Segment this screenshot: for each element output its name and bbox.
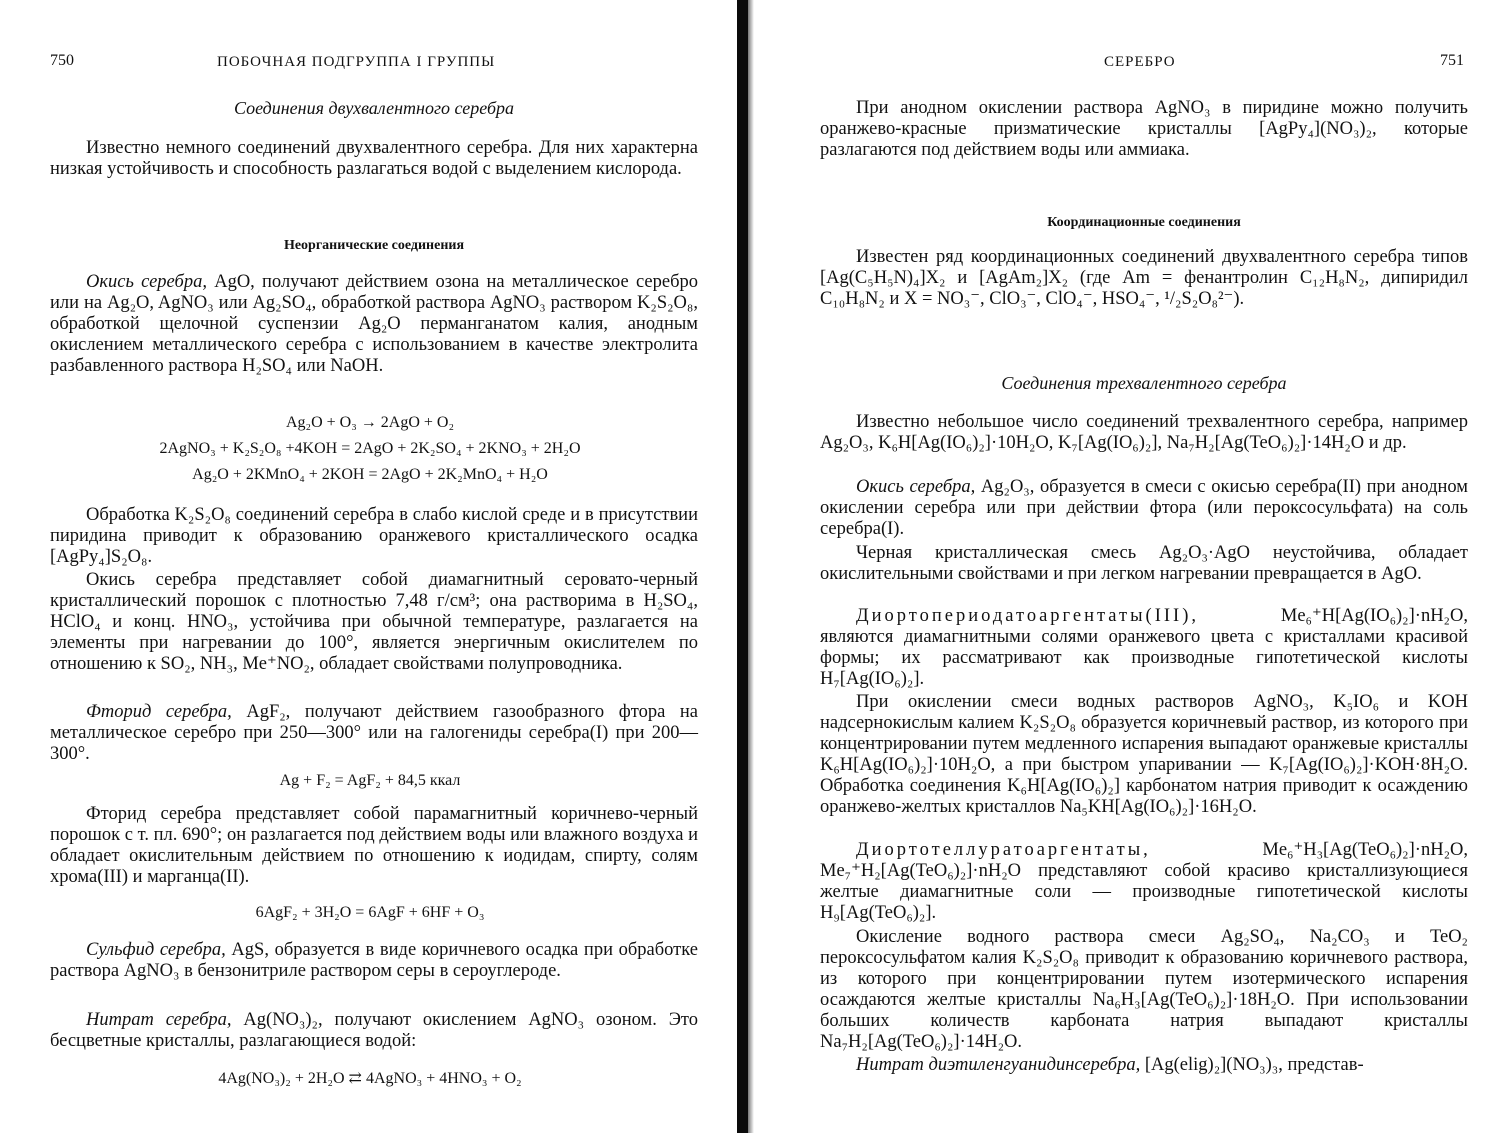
page-number-left: 750 (50, 52, 74, 69)
left-page (0, 0, 735, 1133)
paragraph-pyridine: При анодном окислении раствора AgNO₃ в пиридине можно получить оранжево-красные призматические кристаллы [AgPy₄](NO₃)₂, которые разлагаются под действием воды или аммиака. (820, 98, 1468, 160)
term-elig-nitrate: Нитрат диэтиленгуанидинсеребра, (856, 1055, 1141, 1075)
paragraph-ago-text: AgO, получают действием озона на металлическое серебро или на Ag₂O, AgNO₃ или Ag₂SO₄, обработкой раствора AgNO₃ раствором K₂S₂O₈, обработкой щелочной суспензии Ag₂O перманганатом калия, анодным окислением металлического серебра с использованием в качестве электролита разбавленного раствора H₂SO₄ или NaOH. (50, 272, 698, 376)
gutter-shadow (748, 0, 754, 1133)
equation-6: 4Ag(NO₃)₂ + 2H₂O ⇄ 4AgNO₃ + 4HNO₃ + O₂ (218, 1070, 522, 1087)
paragraph-coordination: Известен ряд координационных соединений двухвалентного серебра типов [Ag(C₅H₅N)₄]X₂ и [AgAm₂]X₂ (где Am = фенантролин C₁₂H₈N₂, дипиридил C₁₀H₈N₂ и X = NO₃⁻, ClO₃⁻, ClO₄⁻, HSO₄⁻, ¹/₂S₂O₈²⁻). (820, 247, 1468, 309)
page-number-right: 751 (1440, 52, 1464, 69)
intro-paragraph: Известно немного соединений двухвалентного серебра. Для них характерна низкая устойчивость и способность разлагаться водой с выделением кислорода. (50, 138, 698, 179)
term-agf2: Фторид серебра, (86, 702, 232, 722)
paragraph-ags (50, 940, 698, 982)
paragraph-ags-text: AgS, образуется в виде коричневого осадка при обработке раствора AgNO₃ в бензонитриле раствором серы в сероуглероде. (50, 940, 698, 981)
paragraph-ago-properties: Окись серебра представляет собой диамагнитный серовато-черный кристаллический порошок с плотностью 7,48 г/см³; она растворима в H₂SO₄, HClO₄ и конц. HNO₃, устойчива при обычной температуре, разлагается на элементы при нагревании до 100°, является энергичным окислителем по отношению к SO₂, NH₃, Me⁺NO₂, обладает свойствами полупроводника. (50, 570, 698, 674)
running-head-right: СЕРЕБРО (1104, 54, 1176, 70)
subhead-coordination: Координационные соединения (1047, 215, 1241, 230)
paragraph-tellurato-text: Me₆⁺H₃[Ag(TeO₆)₂]·nH₂O, Me₇⁺H₂[Ag(TeO₆)₂]·nH₂O представляют собой красиво кристаллизующиеся желтые диамагнитные соли — производные гипотетической кислоты H₉[Ag(TeO₆)₂]. (820, 840, 1468, 923)
subhead-inorganic: Неорганические соединения (283, 238, 465, 253)
term-periodato: Диортопериодатоаргентаты(III), (856, 606, 1199, 626)
equation-1: Ag₂O + O₃ → 2AgO + O₂ (285, 414, 455, 431)
paragraph-agf2-text: AgF₂, получают действием газообразного фтора на металлическое серебро при 250—300° или на галогениды серебра(I) при 200—300°. (50, 702, 698, 764)
paragraph-agf2 (50, 702, 698, 765)
equation-5: 6AgF₂ + 3H₂O = 6AgF + 6HF + O₃ (255, 904, 485, 921)
paragraph-black-mixture: Черная кристаллическая смесь Ag₂O₃·AgO неустойчива, обладает окислительными свойствами и при легком нагревании превращается в AgO. (820, 543, 1468, 584)
paragraph-oxidation-agno3: При окислении смеси водных растворов AgNO₃, K₅IO₆ и KOH надсернокислым калием K₂S₂O₈ образуется коричневый раствор, из которого при концентрировании путем медленного испарения выпадают оранжевые кристаллы K₆H[Ag(IO₆)₂]·10H₂O, а при быстром упаривании — K₇[Ag(IO₆)₂]·KOH·8H₂O. Обработка соединения K₆H[Ag(IO₆)₂] карбонатом натрия приводит к осаждению оранжево-желтых кристаллов Na₅KH[Ag(IO₆)₂]·16H₂O. (820, 692, 1468, 817)
equation-2: 2AgNO₃ + K₂S₂O₈ +4KOH = 2AgO + 2K₂SO₄ + 2KNO₃ + 2H₂O (159, 440, 581, 457)
paragraph-elig-nitrate-text: [Ag(elig)₂](NO₃)₃, представ- (1140, 1055, 1364, 1075)
paragraph-trivalent-intro: Известно небольшое число соединений трехвалентного серебра, например Ag₂O₃, K₆H[Ag(IO₆)₂]·10H₂O, K₇[Ag(IO₆)₂], Na₇H₂[Ag(TeO₆)₂]·14H₂O и др. (820, 412, 1468, 453)
paragraph-nitrate (50, 1010, 698, 1052)
paragraph-k2s2o8: Обработка K₂S₂O₈ соединений серебра в слабо кислой среде и в присутствии пиридина приводит к образованию оранжевого кристаллического осадка [AgPy₄]S₂O₈. (50, 505, 698, 567)
paragraph-periodato (820, 606, 1468, 690)
term-nitrate: Нитрат серебра, (86, 1010, 232, 1030)
running-head-left: ПОБОЧНАЯ ПОДГРУППА I ГРУППЫ (217, 54, 496, 70)
paragraph-agf2-properties: Фторид серебра представляет собой парамагнитный коричнево-черный порошок с т. пл. 690°; он разлагается под действием воды или влажного воздуха и обладает окислительным действием по отношению к иодидам, спирту, солям хрома(III) и марганца(II). (50, 804, 698, 887)
right-page (760, 0, 1508, 1133)
paragraph-periodato-text: Me₆⁺H[Ag(IO₆)₂]·nH₂O, являются диамагнитными солями оранжевого цвета с кристаллами красивой формы; их рассматривают как производные гипотетической кислоты H₇[Ag(IO₆)₂]. (820, 606, 1468, 689)
paragraph-tellurato (820, 840, 1468, 924)
paragraph-ag2o3 (820, 477, 1468, 540)
term-ag2o3: Окись серебра, (856, 477, 976, 497)
paragraph-ag2so4: Окисление водного раствора смеси Ag₂SO₄, Na₂CO₃ и TeO₂ пероксосульфатом калия K₂S₂O₈ приводит к образованию коричневого раствора, из которого при концентрировании путем изотермического испарения осаждаются желтые кристаллы Na₆H₃[Ag(TeO₆)₂]·18H₂O. При использовании больших количеств карбоната натрия выпадают кристаллы Na₇H₂[Ag(TeO₆)₂]·14H₂O. (820, 927, 1468, 1052)
paragraph-elig-nitrate (820, 1055, 1468, 1076)
equation-4: Ag + F₂ = AgF₂ + 84,5 ккал (279, 772, 461, 789)
section-title-divalent: Соединения двухвалентного серебра (233, 98, 515, 118)
section-title-trivalent: Соединения трехвалентного серебра (1001, 373, 1287, 393)
paragraph-ag2o3-text: Ag₂O₃, образуется в смеси с окисью серебра(II) при анодном окислении серебра или при действии фтора (или пероксосульфата) на соль серебра(I). (820, 477, 1468, 539)
term-tellurato: Диортотеллуратоаргентаты, (856, 840, 1151, 860)
book-gutter (737, 0, 748, 1133)
term-ags: Сульфид серебра, (86, 940, 226, 960)
equation-3: Ag₂O + 2KMnO₄ + 2KOH = 2AgO + 2K₂MnO₄ + H₂O (192, 466, 548, 483)
paragraph-ago (50, 272, 698, 377)
term-ago: Окись серебра, (86, 272, 207, 292)
paragraph-nitrate-text: Ag(NO₃)₂, получают окислением AgNO₃ озоном. Это бесцветные кристаллы, разлагающиеся водой: (50, 1010, 699, 1051)
